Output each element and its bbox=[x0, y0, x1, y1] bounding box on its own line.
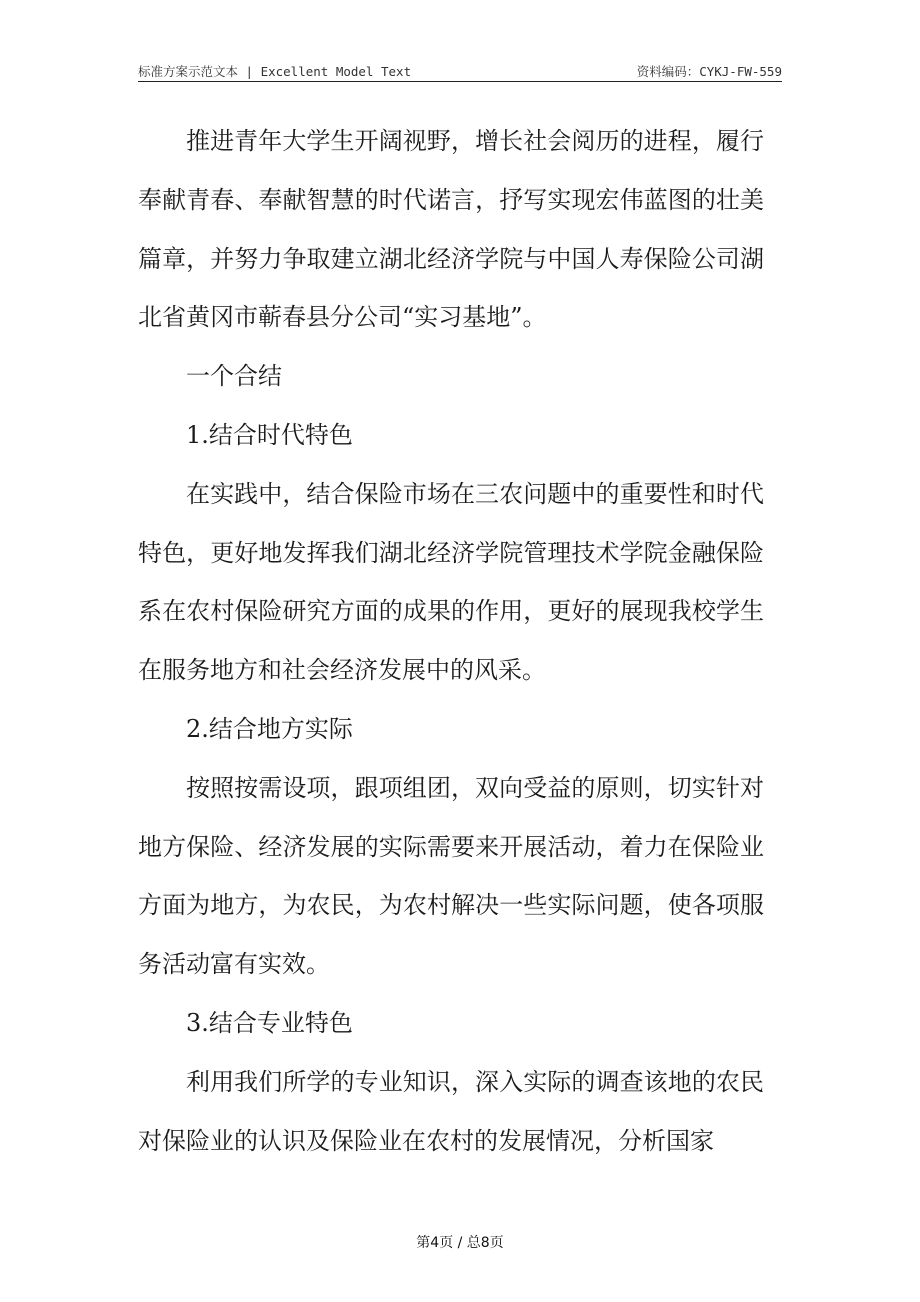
paragraph-intro-continuation: 推进青年大学生开阔视野，增长社会阅历的进程，履行奉献青春、奉献智慧的时代诺言，抒写实现宏伟蓝图的壮美篇章，并努力争取建立湖北经济学院与中国人寿保险公司湖北省黄冈市蕲春县分公司“实习基地”。 bbox=[138, 127, 764, 332]
document-code: 资料编码：CYKJ-FW-559 bbox=[636, 64, 782, 79]
paragraph-era-features: 在实践中，结合保险市场在三农问题中的重要性和时代特色，更好地发挥我们湖北经济学院管理技术学院金融保险系在农村保险研究方面的成果的作用，更好的展现我校学生在服务地方和社会经济发展中的风采。 bbox=[138, 479, 764, 685]
subheading-era-features: 1.结合时代特色 bbox=[186, 420, 353, 449]
page-number: 第4页 / 总8页 bbox=[416, 1235, 504, 1251]
section-heading-summary: 一个合结 bbox=[186, 362, 282, 391]
header-divider bbox=[138, 81, 782, 82]
paragraph-local-reality: 按照按需设项，跟项组团，双向受益的原则，切实针对地方保险、经济发展的实际需要来开展活动，着力在保险业方面为地方，为农民，为农村解决一些实际问题，使各项服务活动富有实效。 bbox=[138, 773, 764, 979]
document-body bbox=[138, 112, 764, 1170]
header-title: 标准方案示范文本 | Excellent Model Text bbox=[138, 64, 412, 79]
page-header bbox=[138, 62, 782, 82]
subheading-professional-features: 3.结合专业特色 bbox=[186, 1008, 353, 1037]
paragraph-professional-features: 利用我们所学的专业知识，深入实际的调查该地的农民对保险业的认识及保险业在农村的发展情况，分析国家 bbox=[138, 1067, 764, 1155]
subheading-local-reality: 2.结合地方实际 bbox=[186, 714, 353, 743]
